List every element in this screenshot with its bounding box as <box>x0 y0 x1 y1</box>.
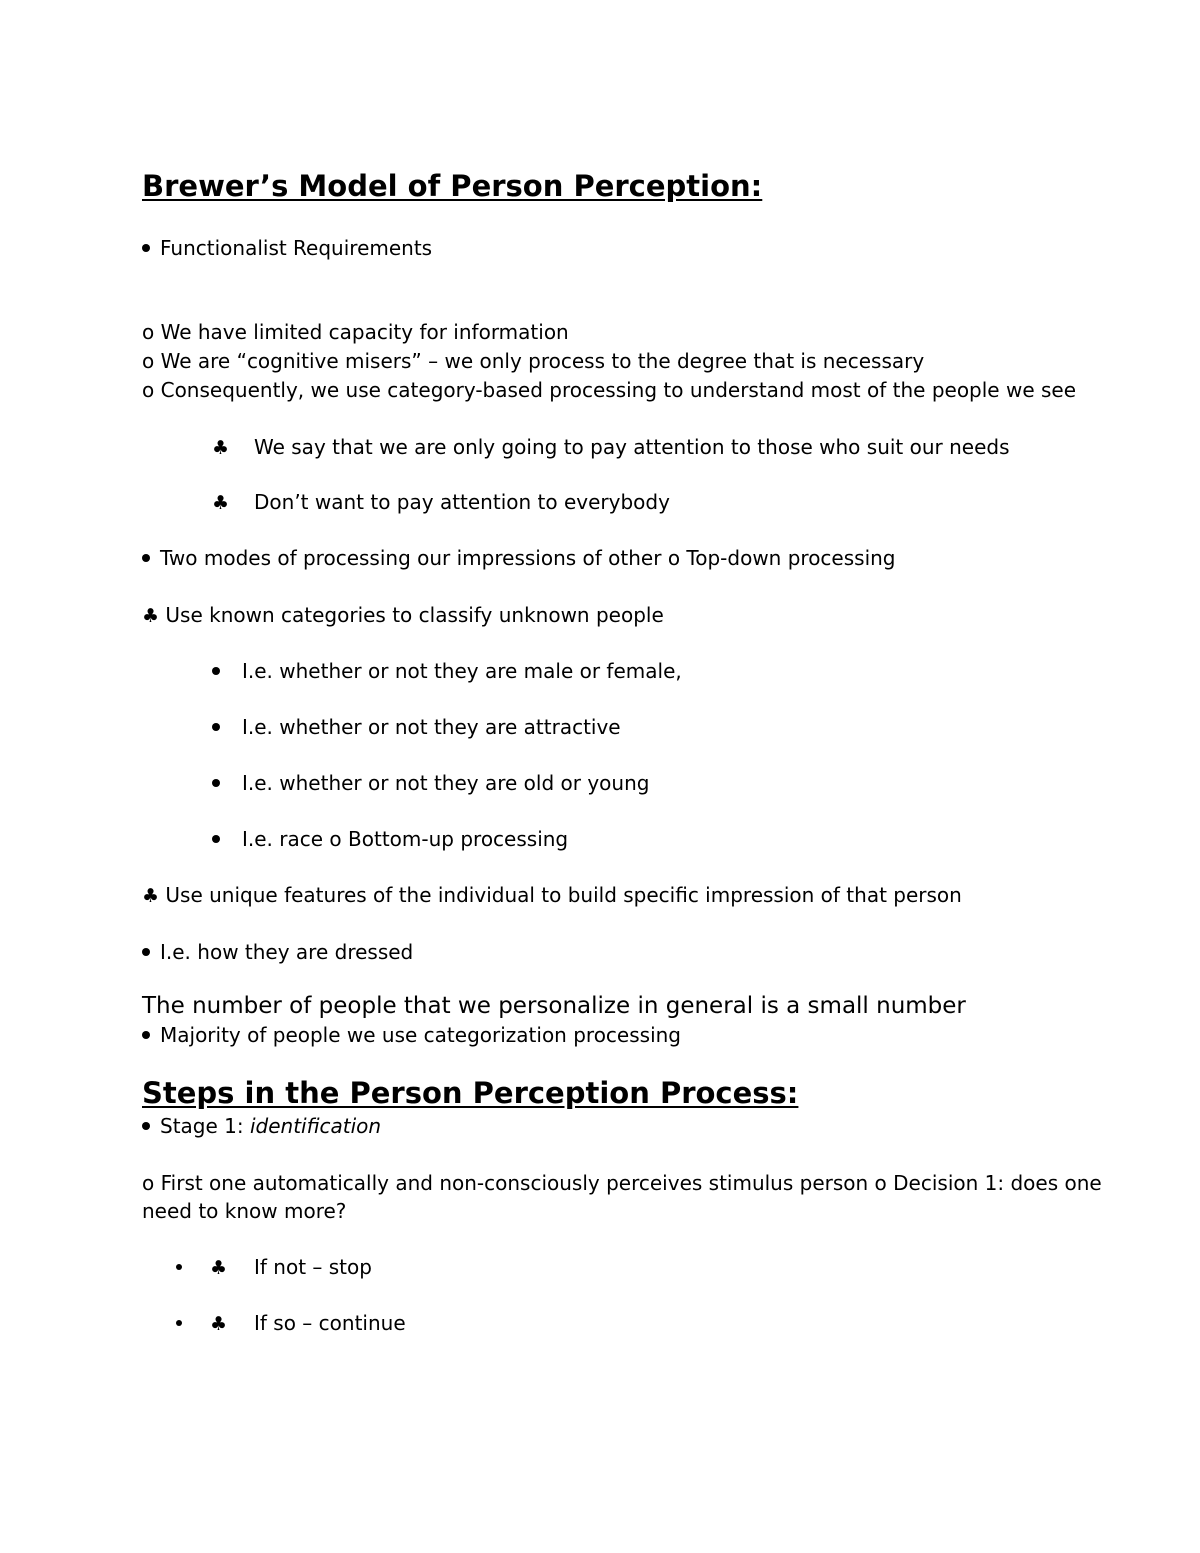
list-item: o Consequently, we use category-based processing to understand most of the people we see <box>142 378 1077 402</box>
list-item: Functionalist Requirements <box>142 235 432 261</box>
circle-bullet-icon: o <box>667 546 681 570</box>
list-item <box>212 434 229 461</box>
bullet-icon <box>176 1264 182 1270</box>
circle-bullet-icon: o <box>329 827 342 851</box>
list-item: I.e. whether or not they are old or young <box>212 770 649 796</box>
list-item: ♣ Use known categories to classify unknown people <box>142 603 664 627</box>
circle-bullet-icon: o <box>142 1171 155 1195</box>
circle-bullet-icon: o <box>142 349 155 373</box>
bullet-icon <box>176 1320 182 1326</box>
list-item <box>176 1254 227 1281</box>
page-title: Brewer’s Model of Person Perception: <box>142 169 763 203</box>
bullet-icon <box>212 723 220 731</box>
list-item: Stage 1: identification <box>142 1113 381 1139</box>
club-icon: ♣ <box>142 605 160 627</box>
section-heading: Steps in the Person Perception Process: <box>142 1076 799 1110</box>
bullet-icon <box>142 244 150 252</box>
circle-bullet-icon: o <box>874 1171 887 1195</box>
list-item-continuation: need to know more? <box>142 1199 347 1223</box>
list-item <box>176 1310 227 1337</box>
list-item: I.e. whether or not they are male or female, <box>212 658 682 684</box>
list-item <box>212 489 229 516</box>
bullet-icon <box>142 1122 150 1130</box>
list-item-text: Don’t want to pay attention to everybody <box>254 490 670 514</box>
bullet-icon <box>142 1031 150 1039</box>
list-item: I.e. race o Bottom-up processing <box>212 826 568 852</box>
bullet-icon <box>212 667 220 675</box>
bullet-icon <box>142 554 150 562</box>
bullet-icon <box>142 948 150 956</box>
club-icon: ♣ <box>142 885 160 907</box>
list-item: Two modes of processing our impressions of other o Top-down processing <box>142 545 896 571</box>
bullet-icon <box>212 779 220 787</box>
list-item: Majority of people we use categorization processing <box>142 1022 681 1048</box>
summary-line: The number of people that we personalize in general is a small number <box>142 993 966 1019</box>
club-icon: ♣ <box>212 492 230 514</box>
club-icon: ♣ <box>210 1257 228 1279</box>
list-item: o We are “cognitive misers” – we only process to the degree that is necessary <box>142 349 925 373</box>
circle-bullet-icon: o <box>142 320 155 344</box>
list-item-text: We say that we are only going to pay attention to those who suit our needs <box>254 435 1010 459</box>
club-icon: ♣ <box>212 437 230 459</box>
club-icon: ♣ <box>210 1313 228 1335</box>
list-item-text: If so – continue <box>254 1311 406 1335</box>
list-item: o We have limited capacity for information <box>142 320 569 344</box>
list-item-text: If not – stop <box>254 1255 372 1279</box>
list-item: I.e. how they are dressed <box>142 939 413 965</box>
circle-bullet-icon: o <box>142 378 155 402</box>
list-item: ♣ Use unique features of the individual to build specific impression of that person <box>142 883 962 907</box>
list-item: o First one automatically and non-consciously perceives stimulus person o Decision 1: does one <box>142 1171 1102 1195</box>
bullet-icon <box>212 835 220 843</box>
list-item: I.e. whether or not they are attractive <box>212 714 621 740</box>
